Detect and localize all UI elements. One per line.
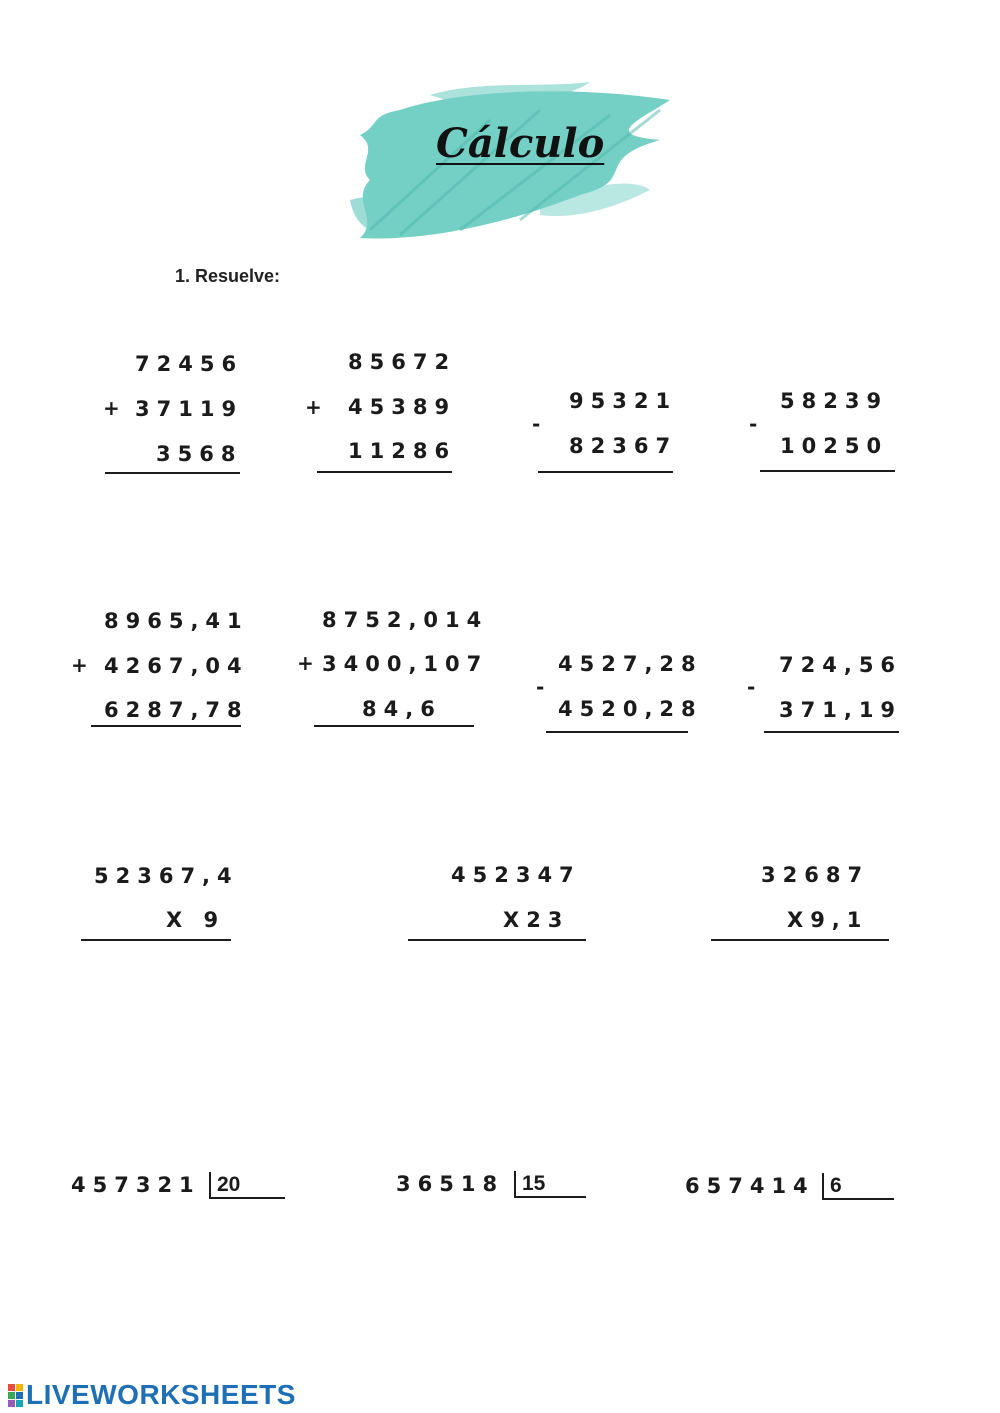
addend: 45389 [348, 395, 457, 419]
instruction-text: 1. Resuelve: [175, 266, 281, 286]
divisor-box: 15 [514, 1171, 586, 1198]
minuend: 724,56 [779, 653, 903, 677]
addend: 3400,107 [322, 652, 489, 676]
addend: 3568 [156, 442, 243, 466]
divisor-box: 6 [822, 1173, 894, 1200]
answer-line [91, 725, 241, 727]
multiplier: X9,1 [787, 908, 869, 932]
multiplier: X23 [503, 908, 570, 932]
multiplicand: 452347 [451, 863, 581, 887]
answer-line [105, 472, 240, 474]
multiplier: X 9 [166, 908, 226, 932]
multiplicand: 32687 [761, 863, 870, 887]
subtrahend: 4520,28 [558, 697, 703, 721]
plus-sign: + [297, 651, 314, 675]
minus-sign: - [532, 412, 541, 436]
minus-sign: - [536, 675, 545, 699]
answer-line [760, 470, 895, 472]
minuend: 95321 [569, 389, 678, 413]
answer-line [764, 731, 899, 733]
addend: 6287,78 [104, 698, 249, 722]
plus-sign: + [103, 396, 120, 420]
logo-blocks-icon [8, 1384, 23, 1407]
subtrahend: 371,19 [779, 698, 903, 722]
answer-line [408, 939, 586, 941]
addend: 84,6 [362, 697, 442, 721]
dividend: 657414 [685, 1174, 815, 1198]
brand-name: LIVEWORKSHEETS [26, 1379, 296, 1410]
minus-sign: - [749, 412, 758, 436]
minuend: 58239 [780, 389, 889, 413]
answer-line [317, 471, 452, 473]
addend: 72456 [135, 352, 244, 376]
addend: 8752,014 [322, 608, 489, 632]
divisor-box: 20 [209, 1172, 285, 1199]
subtrahend: 10250 [780, 434, 889, 458]
minuend: 4527,28 [558, 652, 703, 676]
plus-sign: + [305, 395, 322, 419]
liveworksheets-logo [8, 1380, 296, 1410]
plus-sign: + [71, 653, 88, 677]
multiplicand: 52367,4 [94, 864, 239, 888]
page-title: Cálculo [436, 120, 605, 167]
minus-sign: - [747, 675, 756, 699]
subtrahend: 82367 [569, 434, 678, 458]
answer-line [538, 471, 673, 473]
dividend: 36518 [396, 1172, 505, 1196]
addend: 37119 [135, 397, 244, 421]
answer-line [81, 939, 231, 941]
answer-line [314, 725, 474, 727]
addend: 8965,41 [104, 609, 249, 633]
answer-line [546, 731, 688, 733]
dividend: 457321 [71, 1173, 201, 1197]
addend: 4267,04 [104, 654, 249, 678]
addend: 85672 [348, 350, 457, 374]
answer-line [711, 939, 889, 941]
addend: 11286 [348, 439, 457, 463]
